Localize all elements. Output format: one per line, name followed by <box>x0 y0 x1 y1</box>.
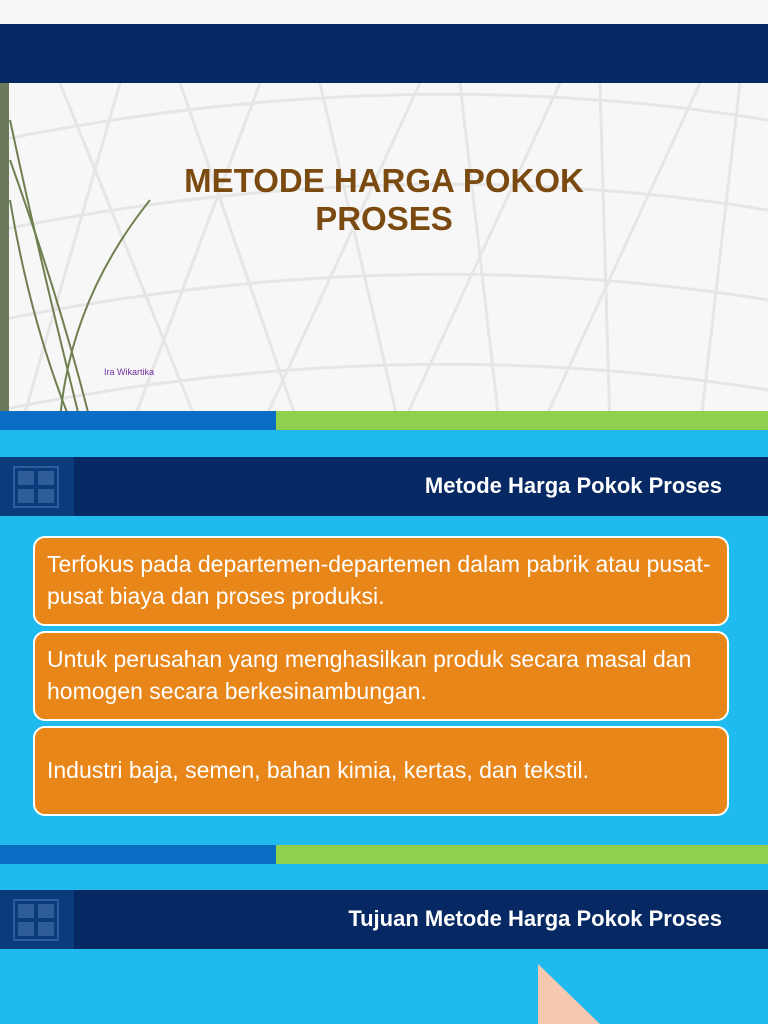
info-box-1 <box>33 536 729 626</box>
info-box-3-text: Industri baja, semen, bahan kimia, kertas, dan tekstil. <box>47 757 590 783</box>
author-name: Ira Wikartika <box>104 367 155 377</box>
info-box-3 <box>33 726 729 816</box>
title-line-1: METODE HARGA POKOK <box>184 162 584 199</box>
slide-header-title: Tujuan Metode Harga Pokok Proses <box>348 906 722 931</box>
logo-icon <box>0 890 74 949</box>
content-slide-metode <box>0 430 768 864</box>
logo-grid-icon <box>0 890 74 949</box>
slide-header-band <box>0 457 768 516</box>
logo-grid-icon <box>0 457 74 516</box>
slide-header-title: Metode Harga Pokok Proses <box>424 473 722 498</box>
slide-title <box>100 162 668 238</box>
content-slide-tujuan <box>0 864 768 1024</box>
green-stripe <box>276 845 768 864</box>
left-accent-bar <box>0 83 9 430</box>
green-stripe <box>276 411 768 430</box>
blue-stripe <box>0 411 276 430</box>
blue-stripe <box>0 845 276 864</box>
title-slide <box>0 0 768 430</box>
slide-header-band <box>0 890 768 949</box>
info-box-2-text: Untuk perusahan yang menghasilkan produk secara masal dan homogen secara berkesinambungan. <box>47 646 692 704</box>
info-box-2 <box>33 631 729 721</box>
info-box-1-text: Terfokus pada departemen-departemen dalam pabrik atau pusat-pusat biaya dan proses produksi. <box>47 551 711 609</box>
peach-shape-decoration <box>530 964 630 1024</box>
title-line-2: PROSES <box>315 200 453 237</box>
top-navy-bar <box>0 24 768 83</box>
logo-icon <box>0 457 74 516</box>
